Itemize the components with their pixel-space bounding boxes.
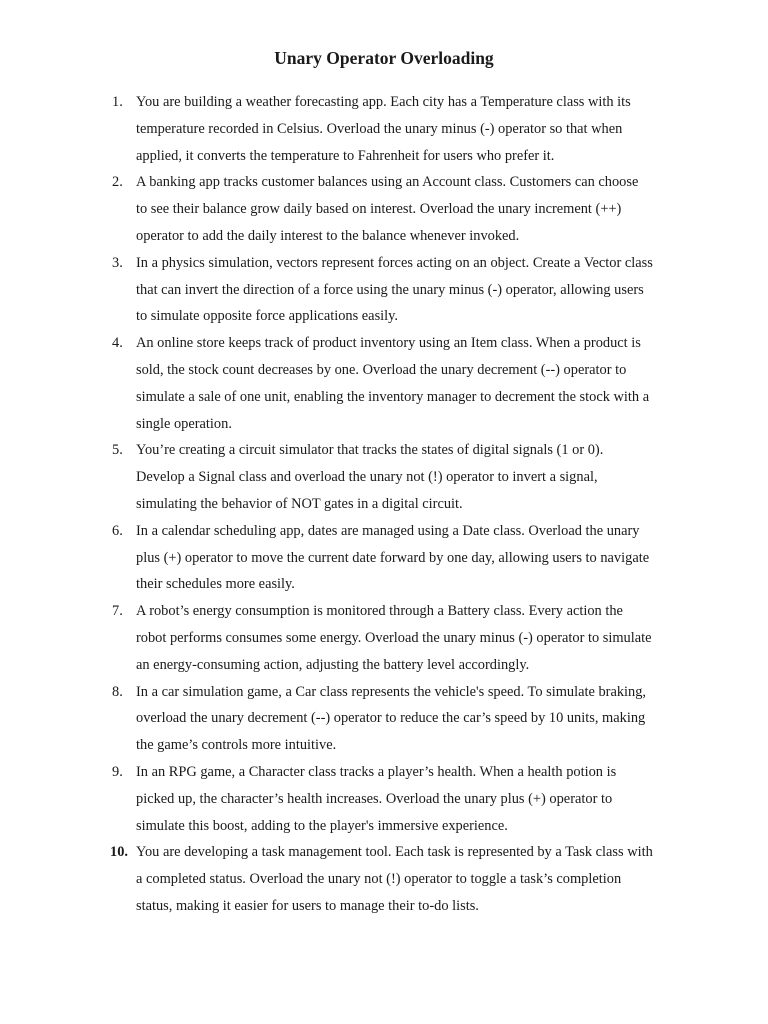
item-line: A robot’s energy consumption is monitored through a Battery class. Every action the xyxy=(136,603,623,620)
list-item xyxy=(0,598,681,678)
item-line: to see their balance grow daily based on interest. Overload the unary increment (++) xyxy=(136,201,622,218)
item-number: 7. xyxy=(112,603,123,620)
item-number: 3. xyxy=(112,254,123,271)
item-line: that can invert the direction of a force using the unary minus (-) operator, allowing users xyxy=(136,281,644,298)
item-number: 9. xyxy=(112,763,123,780)
item-line: An online store keeps track of product inventory using an Item class. When a product is xyxy=(136,335,641,352)
item-line: You are developing a task management tool. Each task is represented by a Task class with xyxy=(136,844,653,861)
item-number: 2. xyxy=(112,174,123,191)
list-item xyxy=(0,437,681,517)
item-number: 6. xyxy=(112,522,123,539)
item-line: simulate a sale of one unit, enabling the inventory manager to decrement the stock with a xyxy=(136,388,650,405)
item-line: You are building a weather forecasting app. Each city has a Temperature class with its xyxy=(136,94,631,110)
item-line: an energy-consuming action, adjusting the battery level accordingly. xyxy=(136,656,530,673)
item-line: In a car simulation game, a Car class represents the vehicle's speed. To simulate braking, xyxy=(136,683,647,700)
item-line: temperature recorded in Celsius. Overload the unary minus (-) operator so that when xyxy=(136,120,623,137)
item-number: 5. xyxy=(112,442,123,459)
item-line: In a physics simulation, vectors represent forces acting on an object. Create a Vector class xyxy=(136,254,653,271)
item-line: single operation. xyxy=(136,415,232,432)
item-line: status, making it easier for users to manage their to-do lists. xyxy=(136,897,479,914)
item-line: A banking app tracks customer balances using an Account class. Customers can choose xyxy=(136,174,639,191)
item-line: to simulate opposite force applications easily. xyxy=(136,308,399,325)
list-item xyxy=(0,330,681,437)
item-line: their schedules more easily. xyxy=(136,576,295,593)
item-number: 10. xyxy=(110,844,128,861)
page-title: Unary Operator Overloading xyxy=(274,48,494,68)
item-number: 4. xyxy=(112,335,123,352)
item-line: applied, it converts the temperature to Fahrenheit for users who prefer it. xyxy=(136,147,555,164)
list-item xyxy=(0,839,681,919)
item-number: 8. xyxy=(112,683,123,700)
list-item xyxy=(0,759,681,839)
item-line: simulate this boost, adding to the player's immersive experience. xyxy=(136,817,508,834)
item-line: picked up, the character’s health increases. Overload the unary plus (+) operator to xyxy=(136,790,613,807)
item-line: Develop a Signal class and overload the unary not (!) operator to invert a signal, xyxy=(136,469,598,486)
item-line: In an RPG game, a Character class tracks a player’s health. When a health potion is xyxy=(136,763,617,780)
item-line: a completed status. Overload the unary not (!) operator to toggle a task’s completion xyxy=(136,871,622,888)
list-item xyxy=(0,89,681,169)
list-item xyxy=(0,169,681,249)
exercise-list xyxy=(0,89,768,920)
item-line: simulating the behavior of NOT gates in a digital circuit. xyxy=(136,495,463,512)
item-number: 1. xyxy=(112,94,123,110)
item-line: plus (+) operator to move the current date forward by one day, allowing users to navigate xyxy=(136,549,650,566)
item-line: operator to add the daily interest to the balance whenever invoked. xyxy=(136,227,520,244)
item-line: overload the unary decrement (--) operator to reduce the car’s speed by 10 units, making xyxy=(136,710,646,727)
list-item xyxy=(0,679,681,759)
item-line: sold, the stock count decreases by one. Overload the unary decrement (--) operator to xyxy=(136,361,627,378)
item-line: robot performs consumes some energy. Overload the unary minus (-) operator to simulate xyxy=(136,629,652,646)
item-line: In a calendar scheduling app, dates are managed using a Date class. Overload the unary xyxy=(136,522,640,539)
list-item xyxy=(0,518,681,598)
item-line: the game’s controls more intuitive. xyxy=(136,737,337,754)
list-item xyxy=(0,250,681,330)
item-line: You’re creating a circuit simulator that tracks the states of digital signals (1 or 0). xyxy=(136,442,604,459)
